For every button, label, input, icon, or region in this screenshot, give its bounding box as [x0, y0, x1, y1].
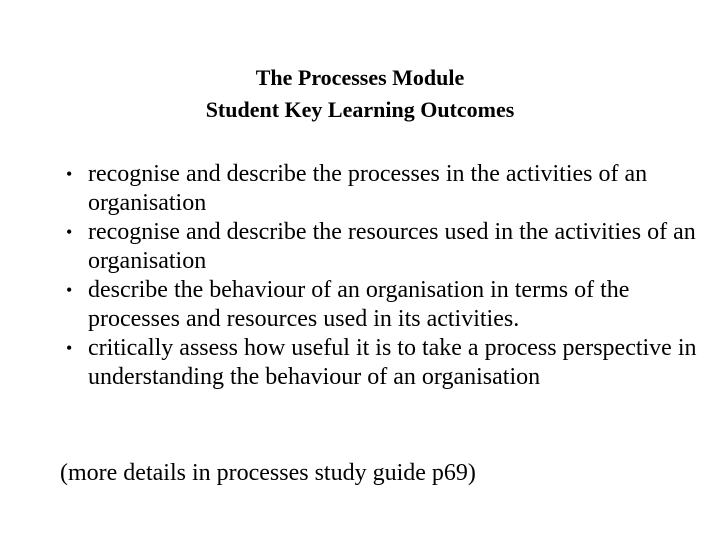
title-line-1: The Processes Module	[255, 65, 465, 90]
bullet-icon: •	[66, 164, 73, 184]
list-item	[60, 334, 700, 392]
slide-title	[0, 62, 720, 126]
list-item-text: recognise and describe the processes in the activities of an organisation	[88, 161, 648, 216]
list-item	[60, 160, 700, 218]
bullet-icon: •	[66, 280, 73, 300]
learning-outcomes-list	[60, 160, 700, 392]
bullet-icon: •	[66, 222, 73, 242]
list-item	[60, 218, 700, 276]
list-item-text: recognise and describe the resources used in the activities of an organisation	[88, 219, 696, 274]
list-item-text: describe the behaviour of an organisation in terms of the processes and resources used in its activities.	[88, 277, 630, 332]
list-item	[60, 276, 700, 334]
study-guide-note: (more details in processes study guide p69)	[60, 460, 476, 486]
list-item-text: critically assess how useful it is to take a process perspective in understanding the behaviour of an organisation	[88, 335, 697, 390]
title-line-2: Student Key Learning Outcomes	[205, 97, 515, 122]
bullet-icon: •	[66, 338, 73, 358]
